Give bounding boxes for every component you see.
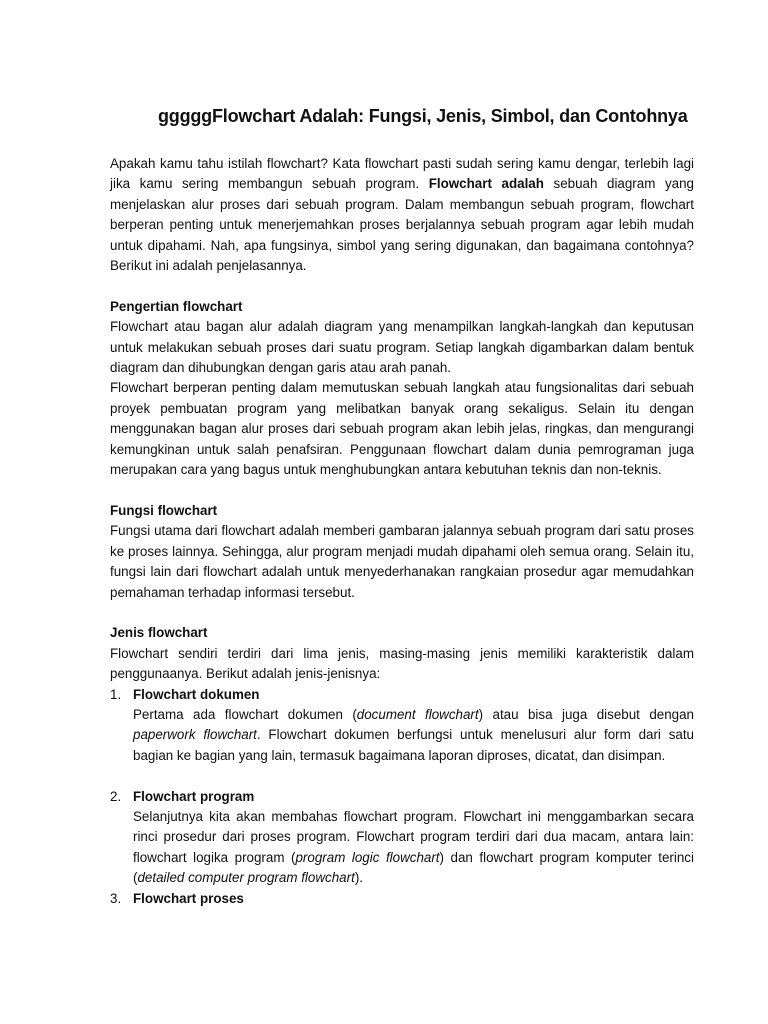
list-item-flowchart-dokumen — [110, 685, 694, 767]
intro-text-1: Apakah kamu tahu istilah flowchart? Kata flowchart pasti sudah sering kamu dengar, terlebih lagi jika kamu sering membangun sebuah program. — [110, 156, 694, 192]
intro-bold-term: Flowchart adalah — [428, 176, 544, 192]
intro-paragraph — [110, 154, 694, 276]
list-item-text: Pertama ada flowchart dokumen (document flowchart) atau bisa juga disebut dengan paperwork flowchart. Flowchart dokumen berfungsi untuk menelusuri alur form dari satu bagian ke bagian yang lain, termasuk bagaimana laporan diproses, dicatat, dan disimpan. — [133, 706, 695, 763]
list-item-flowchart-proses — [110, 889, 694, 909]
pengertian-paragraph-2: Flowchart berperan penting dalam memutuskan sebuah langkah atau fungsionalitas dari sebuah proyek pembuatan program yang melibatkan banyak orang sekaligus. Selain itu dengan menggunakan bagan alur proses dari sebuah program akan lebih jelas, ringkas, dan mengurangi kemungkinan untuk salah penafsiran. Penggunaan flowchart dalam dunia pemrograman juga merupakan cara yang bagus untuk menghubungkan antara kebutuhan teknis dan non-teknis. — [110, 380, 694, 478]
intro-text-2: sebuah diagram yang menjelaskan alur proses dari sebuah program. Dalam membangun sebuah program, flowchart berperan penting untuk menerjemahkan proses berjalannya sebuah program agar lebih mudah untuk dipahami. Nah, apa fungsinya, simbol yang sering digunakan, dan bagaimana contohnya? Berikut ini adalah penjelasannya. — [110, 176, 694, 274]
list-item-text: Selanjutnya kita akan membahas flowchart program. Flowchart ini menggambarkan secara rinci prosedur dari proses program. Flowchart program terdiri dari dua macam, antara lain: flowchart logika program (program logic flowchart) dan flowchart program komputer terinci (detailed computer program flowchart). — [133, 808, 694, 886]
document-body — [110, 154, 694, 909]
list-item-title: Flowchart program — [133, 788, 255, 804]
page-title: gggggFlowchart Adalah: Fungsi, Jenis, Simbol, dan Contohnya — [158, 106, 688, 126]
list-item-title: Flowchart proses — [133, 890, 244, 906]
pengertian-paragraph-1: Flowchart atau bagan alur adalah diagram yang menampilkan langkah-langkah dan keputusan untuk melakukan sebuah proses dari suatu program. Setiap langkah digambarkan dalam bentuk diagram dan dihubungkan dengan garis atau arah panah. — [110, 319, 694, 376]
section-heading-pengertian: Pengertian flowchart — [110, 298, 243, 314]
list-number: 1. — [110, 686, 122, 702]
section-heading-jenis: Jenis flowchart — [110, 625, 208, 641]
fungsi-paragraph: Fungsi utama dari flowchart adalah memberi gambaran jalannya sebuah program dari satu proses ke proses lainnya. Sehingga, alur program menjadi mudah dipahami oleh semua orang. Selain itu, fungsi lain dari flowchart adalah untuk menyederhanakan rangkaian prosedur agar memudahkan pemahaman terhadap informasi tersebut. — [110, 523, 694, 600]
list-item-flowchart-program — [110, 787, 694, 889]
list-number: 2. — [110, 788, 122, 804]
section-heading-fungsi: Fungsi flowchart — [110, 502, 218, 518]
list-number: 3. — [110, 890, 122, 906]
list-item-title: Flowchart dokumen — [133, 686, 260, 702]
jenis-paragraph: Flowchart sendiri terdiri dari lima jenis, masing-masing jenis memiliki karakteristik dalam penggunaanya. Berikut adalah jenis-jenisnya: — [110, 645, 694, 682]
